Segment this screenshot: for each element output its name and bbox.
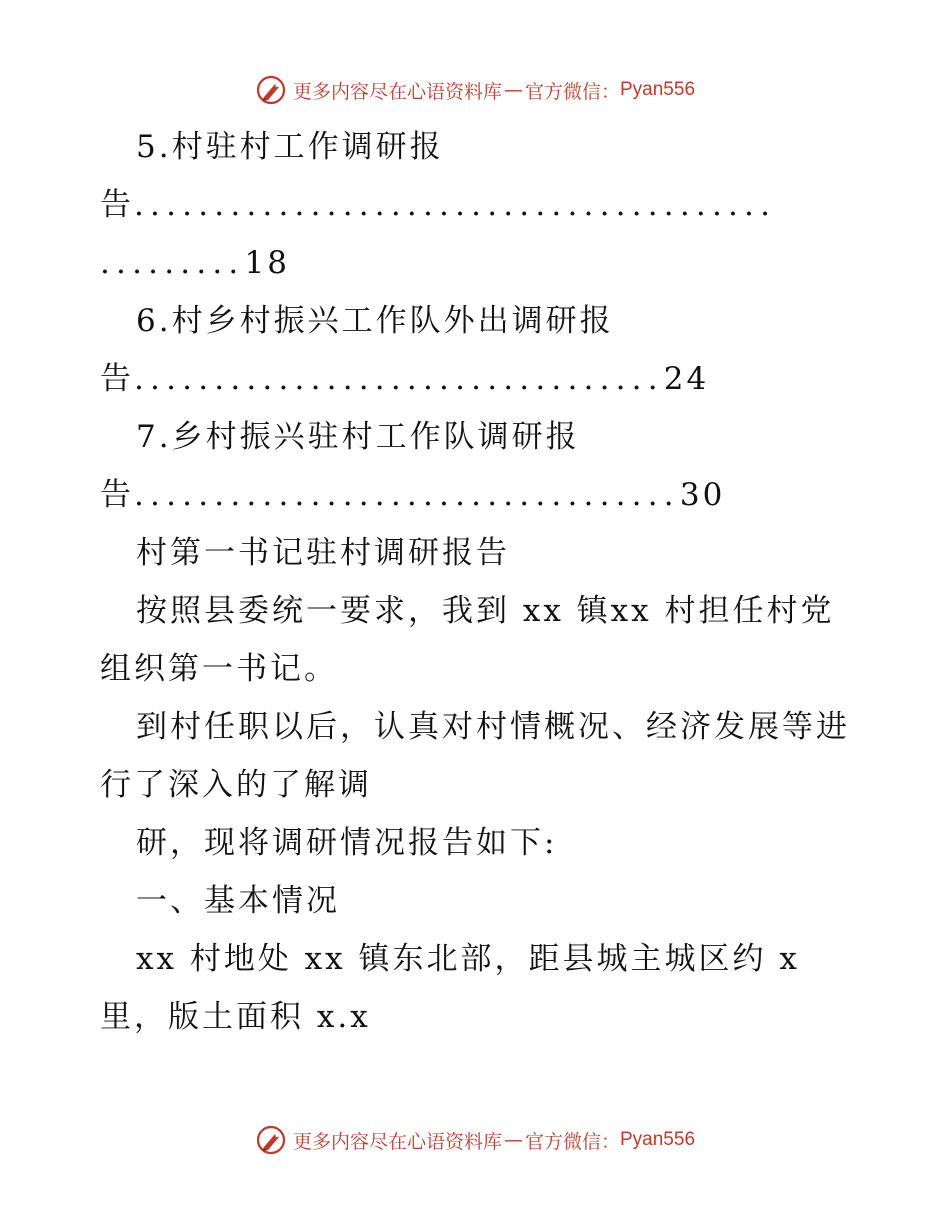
- paragraph-line: xx 村地处 xx 镇东北部，距县城主城区约 x: [136, 941, 800, 977]
- footer-watermark-banner: [0, 1120, 950, 1160]
- paragraph-line: 里，版土面积 x.x: [100, 999, 371, 1035]
- document-title: 村第一书记驻村调研报告: [136, 535, 510, 571]
- toc-entry-leader: [100, 350, 860, 408]
- section-heading: 一、基本情况: [136, 883, 340, 919]
- toc-dot-leader: .................................: [134, 361, 664, 397]
- toc-page-number: 30: [679, 477, 726, 513]
- toc-entry-cont: 告: [100, 187, 134, 223]
- toc-dot-leader: ........................................: [134, 187, 777, 223]
- toc-entry-title: 7.乡村振兴驻村工作队调研报: [136, 419, 580, 455]
- banner-dash: —: [503, 79, 523, 101]
- toc-dot-leader: ..................................: [134, 477, 680, 513]
- document-body: [100, 118, 860, 1046]
- toc-dot-leader: .........: [100, 245, 245, 281]
- pen-logo-icon: [255, 74, 287, 106]
- toc-entry-leader: [100, 176, 860, 234]
- banner-main-text: 更多内容尽在心语资料库: [292, 80, 502, 103]
- toc-entry-title: 6.村乡村振兴工作队外出调研报: [136, 303, 614, 339]
- banner-wechat-id: Pyan556: [620, 1129, 696, 1150]
- banner-dash: —: [503, 1129, 523, 1151]
- header-watermark-banner: [0, 70, 950, 110]
- toc-entry-cont: 告: [100, 477, 134, 513]
- toc-entry-leader: [100, 234, 860, 292]
- paragraph-line: 组织第一书记。: [100, 651, 338, 687]
- banner-sub-text: 官方微信：: [524, 80, 620, 103]
- toc-entry-leader: [100, 466, 860, 524]
- banner-main-text: 更多内容尽在心语资料库: [292, 1130, 502, 1153]
- paragraph-line: 研，现将调研情况报告如下:: [136, 825, 558, 861]
- toc-entry-title: 5.村驻村工作调研报: [136, 129, 444, 165]
- pen-logo-icon: [255, 1124, 287, 1156]
- toc-page-number: 24: [663, 361, 710, 397]
- paragraph-line: 按照县委统一要求，我到 xx 镇xx 村担任村党: [136, 593, 835, 629]
- banner-sub-text: 官方微信：: [524, 1130, 620, 1153]
- paragraph-line: 行了深入的了解调: [100, 767, 372, 803]
- banner-wechat-id: Pyan556: [620, 79, 696, 100]
- paragraph-line: 到村任职以后，认真对村情概况、经济发展等进: [136, 709, 850, 745]
- toc-entry-cont: 告: [100, 361, 134, 397]
- toc-page-number: 18: [244, 245, 290, 281]
